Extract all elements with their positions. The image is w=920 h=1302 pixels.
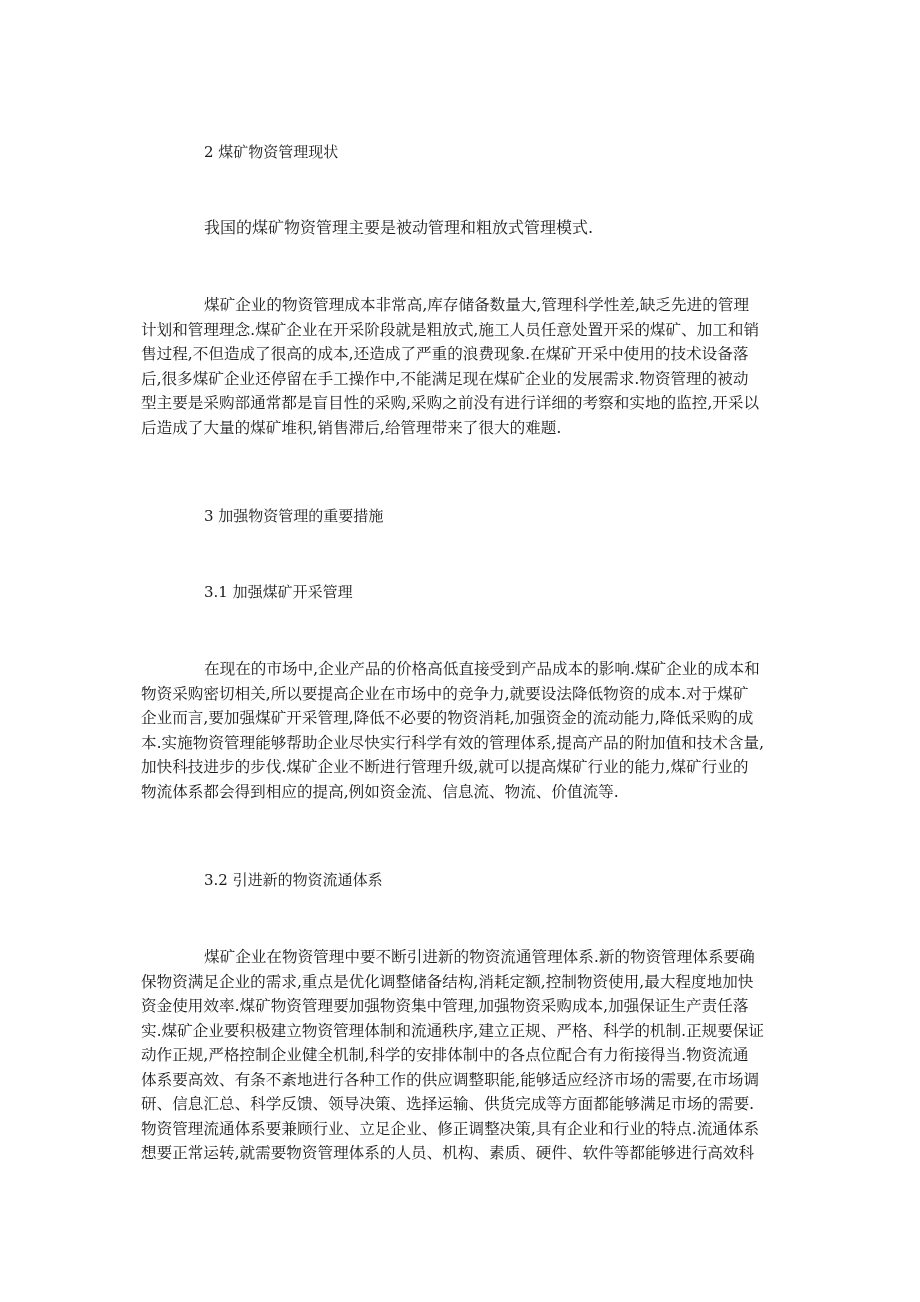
section-2-paragraph <box>141 293 786 440</box>
section-3-1-heading: 3.1 加强煤矿开采管理 <box>204 583 353 601</box>
paragraph-line: 资金使用效率.煤矿物资管理要加强物资集中管理,加强物资采购成本,加强保证生产责任落 <box>141 997 749 1015</box>
paragraph-line: 在现在的市场中,企业产品的价格高低直接受到产品成本的影响.煤矿企业的成本和 <box>204 660 760 678</box>
paragraph-line: 保物资满足企业的需求,重点是优化调整储备结构,消耗定额,控制物资使用,最大程度地加快 <box>141 972 754 991</box>
section-2-intro: 我国的煤矿物资管理主要是被动管理和粗放式管理模式. <box>204 218 594 237</box>
paragraph-line: 售过程,不但造成了很高的成本,还造成了严重的浪费现象.在煤矿开采中使用的技术设备落 <box>141 345 749 363</box>
paragraph-line: 研、信息汇总、科学反馈、领导决策、选择运输、供货完成等方面都能够满足市场的需要. <box>141 1095 755 1113</box>
section-3-1-paragraph <box>141 657 786 804</box>
paragraph-line: 物流体系都会得到相应的提高,例如资金流、信息流、物流、价值流等. <box>141 782 619 801</box>
paragraph-line: 体系要高效、有条不紊地进行各种工作的供应调整职能,能够适应经济市场的需要,在市场调 <box>141 1070 760 1089</box>
paragraph-line: 型主要是采购部通常都是盲目性的采购,采购之前没有进行详细的考察和实地的监控,开采以 <box>141 394 760 412</box>
section-2-heading: 2 煤矿物资管理现状 <box>204 143 339 161</box>
paragraph-line: 煤矿企业的物资管理成本非常高,库存储备数量大,管理科学性差,缺乏先进的管理 <box>204 296 750 314</box>
paragraph-line: 本.实施物资管理能够帮助企业尽快实行科学有效的管理体系,提高产品的附加值和技术含量, <box>141 733 765 752</box>
section-3-2-paragraph <box>141 945 786 1166</box>
paragraph-line: 实.煤矿企业要积极建立物资管理体制和流通秩序,建立正规、严格、科学的机制.正规要保证 <box>141 1021 765 1040</box>
paragraph-line: 企业而言,要加强煤矿开采管理,降低不必要的物资消耗,加强资金的流动能力,降低采购的成 <box>141 709 754 727</box>
paragraph-line: 煤矿企业在物资管理中要不断引进新的物资流通管理体系.新的物资管理体系要确 <box>204 948 755 966</box>
paragraph-line: 计划和管理理念.煤矿企业在开采阶段就是粗放式,施工人员任意处置开采的煤矿、加工和销 <box>141 320 760 339</box>
section-3-2-heading: 3.2 引进新的物资流通体系 <box>204 871 383 889</box>
section-3-heading: 3 加强物资管理的重要措施 <box>204 507 384 525</box>
paragraph-line: 后造成了大量的煤矿堆积,销售滞后,给管理带来了很大的难题. <box>141 418 562 437</box>
paragraph-line: 动作正规,严格控制企业健全机制,科学的安排体制中的各点位配合有力衔接得当.物资流通 <box>141 1046 749 1064</box>
paragraph-line: 物资管理流通体系要兼顾行业、立足企业、修正调整决策,具有企业和行业的特点.流通体系 <box>141 1119 760 1138</box>
paragraph-line: 加快科技进步的步伐.煤矿企业不断进行管理升级,就可以提高煤矿行业的能力,煤矿行业的 <box>141 758 749 776</box>
paragraph-line: 想要正常运转,就需要物资管理体系的人员、机构、素质、硬件、软件等都能够进行高效科 <box>141 1144 755 1162</box>
paragraph-line: 后,很多煤矿企业还停留在手工操作中,不能满足现在煤矿企业的发展需求.物资管理的被动 <box>141 369 749 388</box>
paragraph-line: 物资采购密切相关,所以要提高企业在市场中的竞争力,就要设法降低物资的成本.对于煤矿 <box>141 684 749 703</box>
